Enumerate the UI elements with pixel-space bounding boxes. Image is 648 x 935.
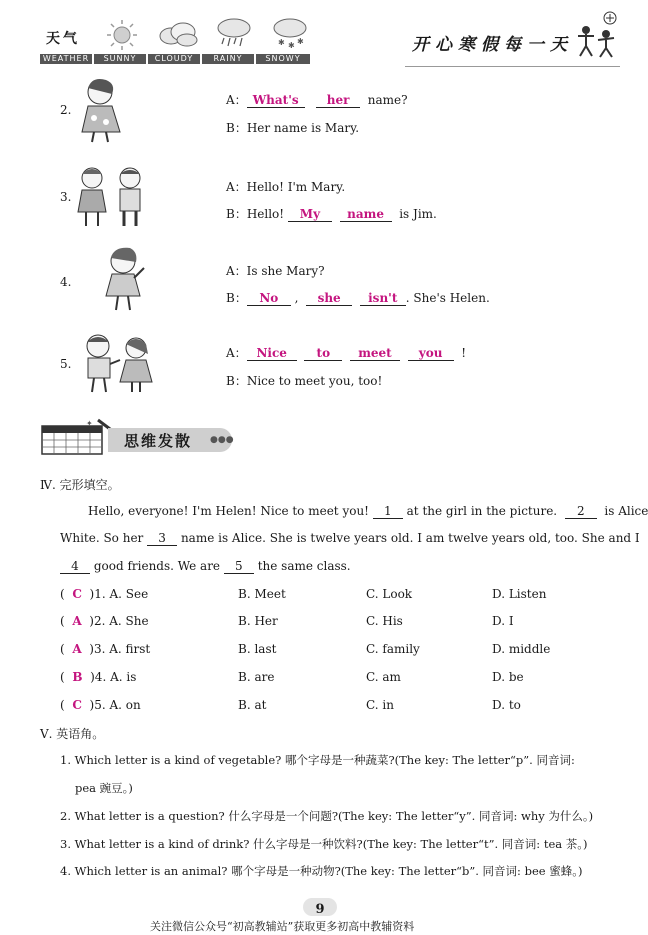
dialog-number: 4. <box>60 275 72 289</box>
answer-blank: she <box>306 292 352 306</box>
page-number-badge <box>303 898 337 916</box>
snowy-icon <box>270 16 310 50</box>
dialog-line-b: B：Hello! My name is Jim. <box>226 207 437 221</box>
snowy-label: SNOWY <box>256 54 310 64</box>
question-stem: ( C )1. A. See <box>60 587 149 601</box>
riddle-item-cont: pea 豌豆。) <box>75 781 133 795</box>
dialog-line-b: B：Her name is Mary. <box>226 121 360 135</box>
answer-blank: her <box>316 94 360 108</box>
dialog-number: 5. <box>60 357 72 371</box>
option-c: C. am <box>366 670 401 684</box>
answer-blank: No <box>247 292 291 306</box>
riddle-item: 1. Which letter is a kind of vegetable? 哪个字母是一种蔬菜?(The key: The letter“p”. 同音词: <box>60 753 575 767</box>
option-b: B. at <box>238 698 267 712</box>
sun-icon <box>105 18 139 52</box>
answer-blank: name <box>340 208 392 222</box>
calendar-icon <box>38 418 118 458</box>
answer-letter: A <box>72 614 82 628</box>
cloze-line-2: White. So her 3 name is Alice. She is twelve years old. I am twelve years old, too. She and I <box>60 531 640 545</box>
question-stem: ( C )5. A. on <box>60 698 141 712</box>
option-c: C. family <box>366 642 420 656</box>
cloze-title: Ⅳ. 完形填空。 <box>40 478 120 492</box>
answer-blank: Nice <box>247 347 297 361</box>
cloze-blank: 3 <box>147 531 177 546</box>
page-number: 9 <box>315 902 325 917</box>
cloze-line-3: 4 good friends. We are 5 the same class. <box>60 559 351 574</box>
dialog-line-b: B： No , she isn't . She's Helen. <box>226 291 490 305</box>
answer-blank: My <box>288 208 332 222</box>
girl-waving-illustration <box>100 246 146 314</box>
header-slogan: 开心寒假每一天 <box>412 35 573 55</box>
weather-label-bar <box>40 54 310 64</box>
answer-letter: B <box>72 670 83 684</box>
answer-letter: C <box>72 587 82 601</box>
sunny-label: SUNNY <box>94 54 146 64</box>
riddle-item: 3. What letter is a kind of drink? 什么字母是一种饮料?(The key: The letter“t”. 同音词: tea 茶。) <box>60 837 588 851</box>
two-kids-illustration <box>72 164 152 230</box>
dialog-line-a: A： Nice to meet you ! <box>226 346 467 360</box>
weather-title: 天气 <box>46 31 80 47</box>
option-d: D. Listen <box>492 587 547 601</box>
option-c: C. Look <box>366 587 413 601</box>
question-stem: ( A )3. A. first <box>60 642 151 656</box>
option-d: D. I <box>492 614 514 628</box>
dialog-line-b: B：Nice to meet you, too! <box>226 374 383 388</box>
riddle-item: 4. Which letter is an animal? 哪个字母是一种动物?(The key: The letter“b”. 同音词: bee 蜜蜂。) <box>60 864 583 878</box>
svg-text:✱: ✱ <box>297 37 304 46</box>
option-c: C. His <box>366 614 403 628</box>
girl-illustration <box>72 76 130 144</box>
svg-text:✱: ✱ <box>278 38 285 47</box>
dialog-number: 2. <box>60 103 72 117</box>
option-d: D. be <box>492 670 524 684</box>
boy-girl-meeting-illustration <box>72 330 160 396</box>
dialog-number: 3. <box>60 190 72 204</box>
english-corner-title: Ⅴ. 英语角。 <box>40 727 105 741</box>
answer-blank: to <box>304 347 342 361</box>
question-stem: ( B )4. A. is <box>60 670 137 684</box>
answer-blank: isn't <box>360 292 406 306</box>
option-b: B. Her <box>238 614 278 628</box>
option-b: B. last <box>238 642 277 656</box>
cloudy-label: CLOUDY <box>148 54 200 64</box>
svg-text:✱: ✱ <box>288 41 295 50</box>
cloudy-icon <box>157 18 199 50</box>
dialog-line-a: A：Is she Mary? <box>226 264 325 278</box>
weather-label: WEATHER <box>40 54 92 64</box>
option-d: D. middle <box>492 642 551 656</box>
cloze-line-1: Hello, everyone! I'm Helen! Nice to meet you! 1 at the girl in the picture. 2 is Alice <box>88 504 648 518</box>
cloze-blank: 4 <box>60 559 90 574</box>
section-banner <box>38 418 238 458</box>
dialog-line-a: A： What's her name? <box>226 93 408 107</box>
kids-playing-icon <box>572 10 622 60</box>
cloze-blank: 5 <box>224 559 254 574</box>
option-c: C. in <box>366 698 394 712</box>
answer-blank: meet <box>350 347 400 361</box>
dialog-line-a: A：Hello! I'm Mary. <box>226 180 346 194</box>
people-icon: ●●● <box>210 435 234 445</box>
cloze-blank: 2 <box>565 504 597 519</box>
rainy-icon <box>214 16 254 50</box>
answer-blank: What's <box>247 94 305 108</box>
answer-letter: A <box>72 642 82 656</box>
banner-title: 思维发散 <box>124 432 193 450</box>
rainy-label: RAINY <box>202 54 254 64</box>
riddle-item: 2. What letter is a question? 什么字母是一个问题?(The key: The letter“y”. 同音词: why 为什么。) <box>60 809 594 823</box>
svg-text:✦: ✦ <box>86 419 93 428</box>
footer-note: 关注微信公众号“初高教辅站”获取更多初高中教辅资料 <box>150 920 415 933</box>
header-rule <box>405 66 620 67</box>
answer-blank: you <box>408 347 454 361</box>
header <box>0 0 640 70</box>
cloze-blank: 1 <box>373 504 403 519</box>
option-b: B. Meet <box>238 587 286 601</box>
option-d: D. to <box>492 698 521 712</box>
option-b: B. are <box>238 670 275 684</box>
answer-letter: C <box>72 698 82 712</box>
question-stem: ( A )2. A. She <box>60 614 149 628</box>
